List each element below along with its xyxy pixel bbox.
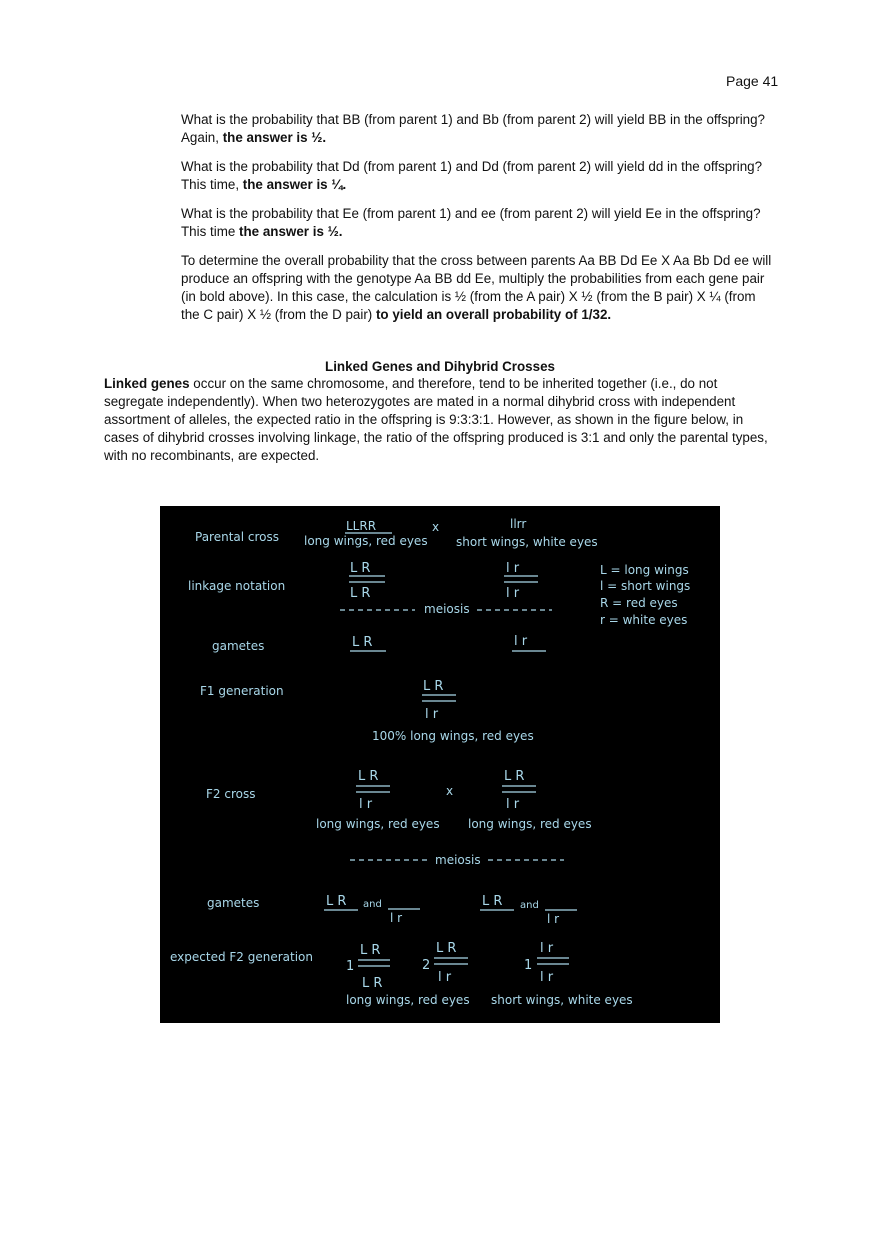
legend-r: r = white eyes: [600, 613, 688, 627]
answer-text: to yield an overall probability of 1/32.: [375, 307, 612, 322]
expected1-top: L R: [360, 943, 381, 958]
allele-LR-top: L R: [350, 561, 371, 576]
expected2-bottom: l r: [438, 970, 452, 985]
label-gametes-f2: gametes: [207, 896, 260, 910]
f2-cross-symbol: x: [446, 784, 454, 798]
expected2-top: L R: [436, 941, 457, 956]
gamete-f2-LR-2: L R: [482, 894, 503, 909]
f2-parent1-top: L R: [358, 769, 379, 784]
expected-phenotype2: short wings, white eyes: [491, 993, 633, 1007]
legend-L: L = long wings: [600, 563, 689, 577]
expected3-top: l r: [540, 941, 554, 956]
phenotype-parent1: long wings, red eyes: [304, 534, 428, 548]
label-parental-cross: Parental cross: [195, 530, 280, 544]
expected-phenotype1: long wings, red eyes: [346, 993, 470, 1007]
cross-symbol: x: [432, 520, 440, 534]
paragraph-text: What is the probability that BB (from parent 1) and Bb (from parent 2) will yield BB in the offspring? Again,: [181, 112, 766, 145]
paragraph-text: What is the probability that Ee (from parent 1) and ee (from parent 2) will yield Ee in the offspring? This time: [181, 206, 761, 239]
label-expected-f2: expected F2 generation: [170, 950, 314, 964]
section-heading: Linked Genes and Dihybrid Crosses: [325, 359, 555, 374]
page-number: Page 41: [726, 73, 779, 89]
paragraph-ee-probability: [181, 205, 775, 241]
label-f2-cross: F2 cross: [206, 787, 256, 801]
meiosis-label: meiosis: [424, 602, 470, 616]
allele-lr-top: l r: [506, 561, 520, 576]
allele-lr-bottom: l r: [506, 586, 520, 601]
label-f1-generation: F1 generation: [200, 684, 284, 698]
label-linkage-notation: linkage notation: [188, 579, 286, 593]
f2-phenotype1: long wings, red eyes: [316, 817, 440, 831]
linked-genes-figure: [160, 506, 720, 1023]
figure-canvas: [160, 506, 720, 1023]
f1-allele-top: L R: [423, 679, 444, 694]
intro-text: occur on the same chromosome, and therefore, tend to be inherited together (i.e., do not segregate independently). When two heterozygotes are mated in a normal dihybrid cross with independent assortment of alleles, the expected ratio in the offspring is 9:3:3:1. However, as shown in the figure below, in cases of dihybrid crosses involving linkage, the ratio of the offspring produced is 3:1 and only the parental types, with no recombinants, are expected.: [104, 376, 768, 463]
coefficient-1: 1: [346, 959, 355, 974]
f2-parent2-bottom: l r: [506, 797, 520, 812]
f2-parent2-top: L R: [504, 769, 525, 784]
expected1-bottom: L R: [362, 976, 383, 991]
gamete-f2-lr-2: l r: [547, 912, 560, 926]
gamete-f2-lr-1: l r: [390, 911, 403, 925]
f2-parent1-bottom: l r: [359, 797, 373, 812]
f1-allele-bottom: l r: [425, 707, 439, 722]
coefficient-2: 2: [422, 958, 431, 973]
genotype-llrr-recessive: llrr: [510, 517, 527, 531]
expected3-bottom: l r: [540, 970, 554, 985]
intro-term: Linked genes: [104, 376, 190, 391]
paragraph-text: To determine the overall probability that the cross between parents Aa BB Dd Ee X Aa Bb Dd ee will produce an offspring with the genotype Aa BB dd Ee, multiply the probabilities from each gene pair (in bold above). In this case, the calculation is ½ (from the A pair) X ½ (from the B pair) X ¼ (from the C pair) X ½ (from the D pair): [181, 253, 772, 322]
legend-l: l = short wings: [600, 579, 691, 593]
intro-paragraph: [104, 375, 780, 465]
label-gametes: gametes: [212, 639, 265, 653]
coefficient-3: 1: [524, 958, 533, 973]
meiosis-label-2: meiosis: [435, 853, 481, 867]
legend-R: R = red eyes: [600, 596, 678, 610]
gamete-lr: l r: [514, 634, 528, 649]
paragraph-text: What is the probability that Dd (from parent 1) and Dd (from parent 2) will yield dd in the offspring? This time,: [181, 159, 763, 192]
and-label-2: and: [520, 900, 539, 911]
allele-LR-bottom: L R: [350, 586, 371, 601]
paragraph-overall-probability: [181, 252, 775, 324]
phenotype-parent2: short wings, white eyes: [456, 535, 598, 549]
paragraph-bb-probability: [181, 111, 775, 147]
genotype-llrr-dominant: LLRR: [346, 519, 377, 533]
f2-phenotype2: long wings, red eyes: [468, 817, 592, 831]
answer-text: the answer is ¼.: [242, 177, 347, 192]
answer-text: the answer is ½.: [222, 130, 327, 145]
gamete-LR: L R: [352, 635, 373, 650]
gamete-f2-LR-1: L R: [326, 894, 347, 909]
f1-phenotype: 100% long wings, red eyes: [372, 729, 534, 743]
and-label-1: and: [363, 899, 382, 910]
paragraph-dd-probability: [181, 158, 775, 194]
answer-text: the answer is ½.: [239, 224, 343, 239]
